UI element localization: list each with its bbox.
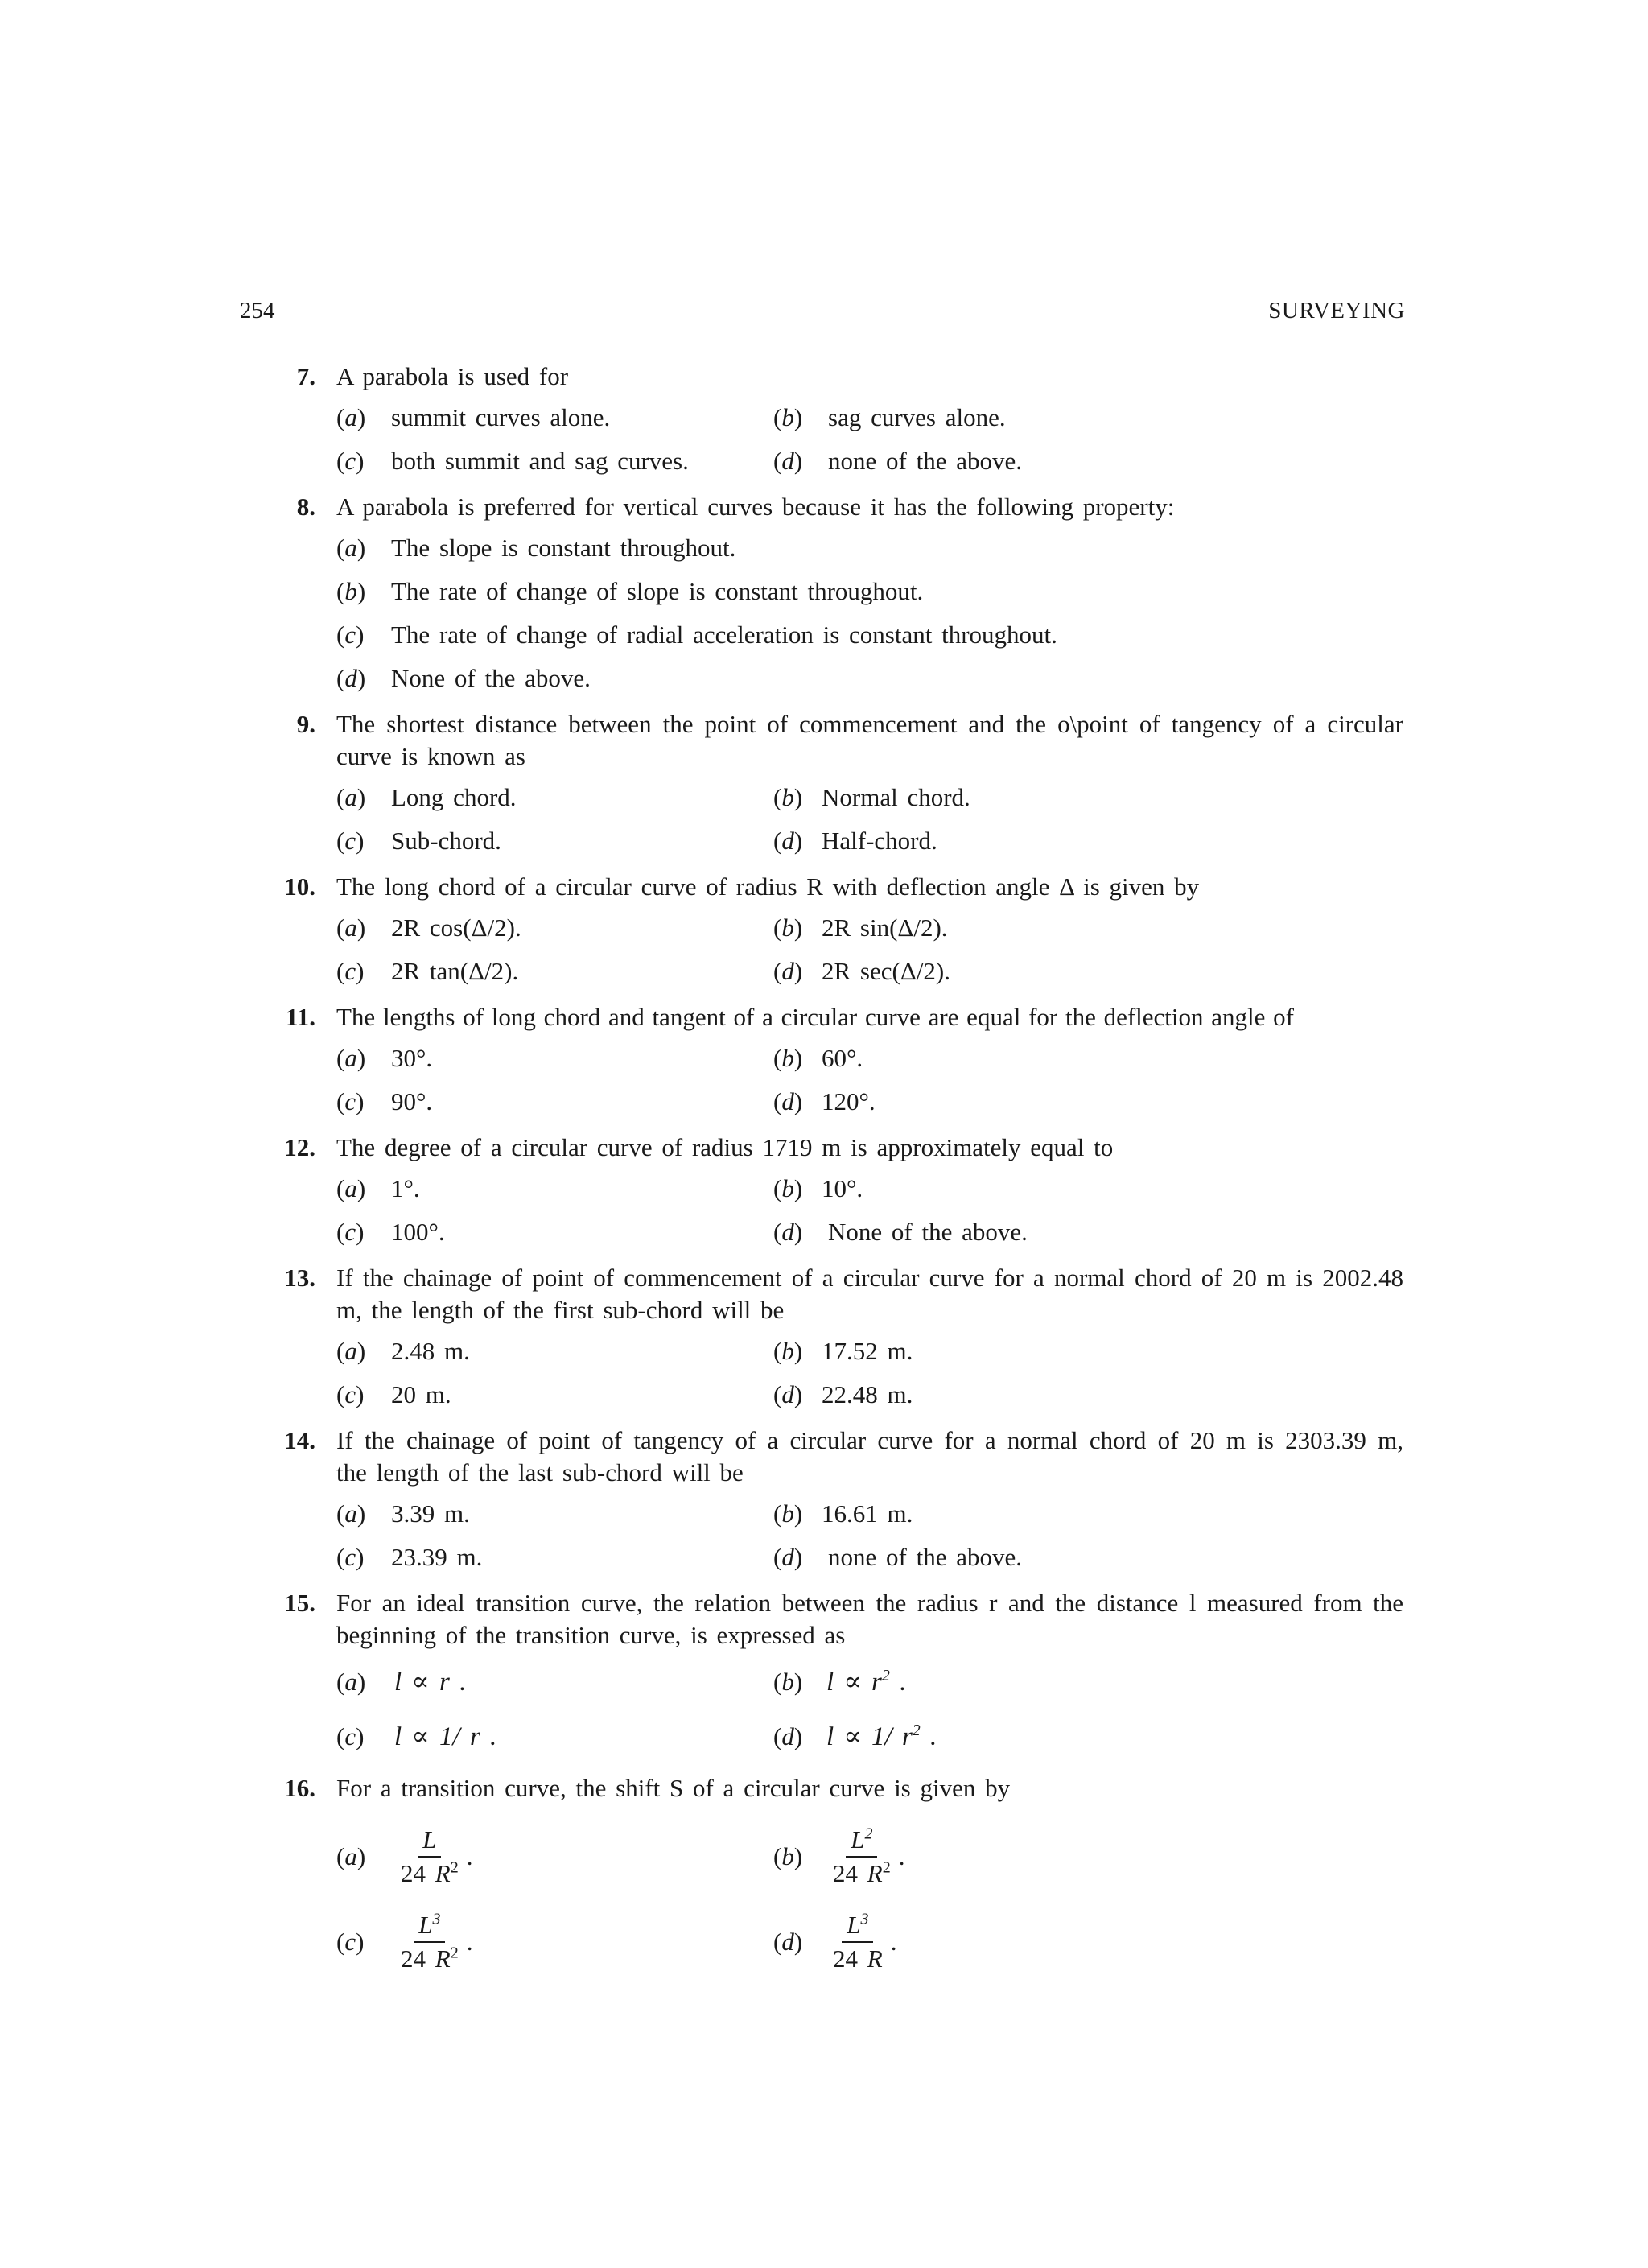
- option-text: 20 m.: [391, 1380, 451, 1408]
- question-number: 12.: [284, 1133, 315, 1161]
- option-b[interactable]: [773, 1655, 1403, 1709]
- option-d[interactable]: [336, 657, 1403, 700]
- option-label: (d): [773, 827, 803, 855]
- option-text: 60°.: [822, 1044, 863, 1072]
- question-12: [0, 1124, 1648, 1254]
- option-label: (a): [336, 1174, 366, 1202]
- options: [336, 776, 1403, 863]
- option-a[interactable]: [336, 1655, 773, 1709]
- option-label: (c): [336, 621, 365, 649]
- question-text: The shortest distance between the point of commencement and the o\point of tangency of a circular curve is known as: [336, 710, 1403, 770]
- question-number: 8.: [296, 493, 315, 521]
- option-a[interactable]: [336, 776, 773, 819]
- option-text: Sub-chord.: [391, 827, 501, 855]
- numerator: $L^3$: [842, 1911, 873, 1943]
- option-label: (a): [336, 1044, 366, 1072]
- question-7: [0, 353, 1648, 483]
- fraction: [396, 1825, 464, 1888]
- options: [336, 1655, 1403, 1764]
- option-a[interactable]: [336, 1492, 773, 1536]
- options: [336, 1330, 1403, 1416]
- option-b[interactable]: [773, 776, 1403, 819]
- option-d[interactable]: [773, 1536, 1403, 1579]
- period: .: [466, 1842, 473, 1870]
- option-text: both summit and sag curves.: [391, 447, 689, 475]
- option-text: 30°.: [391, 1044, 433, 1072]
- period: .: [898, 1842, 905, 1870]
- option-a[interactable]: [336, 1037, 773, 1080]
- option-c[interactable]: [336, 1709, 773, 1764]
- question-number: 14.: [284, 1426, 315, 1454]
- denominator: 24 R: [833, 1944, 883, 1973]
- option-label: (b): [773, 403, 803, 431]
- question-16: [0, 1764, 1648, 1985]
- option-label: (d): [773, 957, 803, 985]
- option-label: (c): [336, 1928, 365, 1956]
- option-label: (a): [336, 1668, 366, 1696]
- option-label: (c): [336, 1218, 365, 1246]
- option-label: (b): [773, 1668, 803, 1696]
- option-b[interactable]: [336, 570, 1403, 613]
- option-text: 90°.: [391, 1087, 433, 1115]
- option-c[interactable]: [336, 439, 773, 483]
- option-text: 22.48 m.: [822, 1380, 913, 1408]
- option-label: (b): [773, 783, 803, 811]
- option-d[interactable]: [773, 1080, 1403, 1124]
- option-text: 16.61 m.: [822, 1499, 913, 1528]
- option-label: (b): [773, 1842, 803, 1870]
- option-text: Half-chord.: [822, 827, 937, 855]
- option-b[interactable]: [773, 396, 1403, 439]
- option-b[interactable]: [773, 1037, 1403, 1080]
- question-number: 11.: [285, 1003, 315, 1031]
- question-number: 9.: [296, 710, 315, 738]
- question-text: The lengths of long chord and tangent of a circular curve are equal for the deflection angle of: [336, 1003, 1294, 1031]
- options: [336, 1037, 1403, 1124]
- option-label: (b): [773, 1174, 803, 1202]
- option-text: none of the above.: [828, 447, 1022, 475]
- option-c[interactable]: [336, 1210, 773, 1254]
- option-b[interactable]: [773, 906, 1403, 950]
- option-d[interactable]: [773, 819, 1403, 863]
- period: .: [890, 1928, 897, 1956]
- option-text: The slope is constant throughout.: [391, 534, 736, 562]
- question-text: For a transition curve, the shift S of a circular curve is given by: [336, 1774, 1011, 1802]
- option-a[interactable]: [336, 1814, 773, 1899]
- option-label: (b): [773, 1337, 803, 1365]
- option-a[interactable]: [336, 396, 773, 439]
- denominator: 24 $R^2$: [401, 1858, 459, 1887]
- option-c[interactable]: [336, 1899, 773, 1985]
- option-text: Normal chord.: [822, 783, 970, 811]
- option-d[interactable]: [773, 1210, 1403, 1254]
- option-text: 1°.: [391, 1174, 420, 1202]
- period: .: [466, 1928, 473, 1956]
- option-text: Long chord.: [391, 783, 517, 811]
- option-text: 2R sin(Δ/2).: [822, 913, 948, 942]
- option-text: 23.39 m.: [391, 1543, 483, 1571]
- option-text: 3.39 m.: [391, 1499, 470, 1528]
- option-label: (b): [773, 1499, 803, 1528]
- option-label: (b): [336, 577, 366, 605]
- option-c[interactable]: [336, 1080, 773, 1124]
- option-d[interactable]: [773, 439, 1403, 483]
- option-text: 120°.: [822, 1087, 876, 1115]
- question-13: [0, 1254, 1648, 1416]
- fraction: [396, 1911, 464, 1973]
- question-number: 16.: [284, 1774, 315, 1802]
- option-label: (c): [336, 1543, 365, 1571]
- option-label: (a): [336, 403, 366, 431]
- option-label: (b): [773, 913, 803, 942]
- option-text: The rate of change of slope is constant throughout.: [391, 577, 924, 605]
- denominator: 24 $R^2$: [401, 1944, 459, 1973]
- option-a[interactable]: [336, 906, 773, 950]
- option-label: (c): [336, 1722, 365, 1750]
- question-text: A parabola is preferred for vertical curves because it has the following property:: [336, 493, 1175, 521]
- option-label: (c): [336, 447, 365, 475]
- options: [336, 1492, 1403, 1579]
- question-number: 15.: [284, 1589, 315, 1617]
- option-label: (d): [773, 1218, 803, 1246]
- question-text: The degree of a circular curve of radius 1719 m is approximately equal to: [336, 1133, 1114, 1161]
- option-label: (d): [336, 664, 366, 692]
- option-label: (a): [336, 1842, 366, 1870]
- option-text: The rate of change of radial acceleration is constant throughout.: [391, 621, 1057, 649]
- option-formula: l ∝ 1/ $r^2$ .: [826, 1722, 937, 1751]
- page-header: [240, 298, 1405, 333]
- option-label: (a): [336, 1337, 366, 1365]
- option-label: (d): [773, 1380, 803, 1408]
- option-label: (d): [773, 1087, 803, 1115]
- options: [336, 1167, 1403, 1254]
- options: [336, 526, 1403, 700]
- question-number: 7.: [296, 362, 315, 390]
- option-label: (b): [773, 1044, 803, 1072]
- question-text: If the chainage of point of commencement of a circular curve for a normal chord of 20 m is 2002.48 m, the length of the first sub-chord will be: [336, 1264, 1403, 1324]
- question-14: [0, 1416, 1648, 1579]
- option-label: (d): [773, 1543, 803, 1571]
- question-15: [0, 1579, 1648, 1764]
- option-formula: $l \propto r^2$ .: [826, 1667, 907, 1697]
- question-text: For an ideal transition curve, the relation between the radius r and the distance l measured from the beginning of the transition curve, is expressed as: [336, 1589, 1403, 1649]
- option-label: (c): [336, 827, 365, 855]
- option-text: sag curves alone.: [828, 403, 1006, 431]
- option-label: (d): [773, 1722, 803, 1750]
- option-text: None of the above.: [391, 664, 591, 692]
- option-a[interactable]: [336, 526, 1403, 570]
- option-text: 2R sec(Δ/2).: [822, 957, 950, 985]
- option-text: none of the above.: [828, 1543, 1022, 1571]
- option-text: 2.48 m.: [391, 1337, 470, 1365]
- numerator: $L^2$: [846, 1825, 877, 1858]
- options: [336, 1814, 1403, 1985]
- option-label: (c): [336, 957, 365, 985]
- running-head: SURVEYING: [1268, 298, 1405, 324]
- fraction: [828, 1911, 888, 1973]
- question-number: 10.: [284, 872, 315, 901]
- option-c[interactable]: [336, 1373, 773, 1416]
- option-b[interactable]: [773, 1492, 1403, 1536]
- option-label: (a): [336, 783, 366, 811]
- option-c[interactable]: [336, 819, 773, 863]
- fraction: [828, 1825, 896, 1888]
- option-text: summit curves alone.: [391, 403, 611, 431]
- question-list: [0, 353, 1648, 1985]
- option-b[interactable]: [773, 1814, 1403, 1899]
- option-c[interactable]: [336, 1536, 773, 1579]
- option-label: (a): [336, 1499, 366, 1528]
- question-number: 13.: [284, 1264, 315, 1292]
- option-a[interactable]: [336, 1330, 773, 1373]
- option-formula: l ∝ 1/ r .: [394, 1722, 497, 1751]
- option-d[interactable]: [773, 950, 1403, 993]
- option-text: 2R cos(Δ/2).: [391, 913, 521, 942]
- question-10: [0, 863, 1648, 993]
- question-text: A parabola is used for: [336, 362, 569, 390]
- option-label: (a): [336, 913, 366, 942]
- options: [336, 396, 1403, 483]
- option-c[interactable]: [336, 613, 1403, 657]
- option-c[interactable]: [336, 950, 773, 993]
- question-9: [0, 700, 1648, 863]
- question-text: The long chord of a circular curve of radius R with deflection angle Δ is given by: [336, 872, 1200, 901]
- option-text: 17.52 m.: [822, 1337, 913, 1365]
- option-text: 10°.: [822, 1174, 863, 1202]
- option-label: (a): [336, 534, 366, 562]
- options: [336, 906, 1403, 993]
- option-b[interactable]: [773, 1167, 1403, 1210]
- option-d[interactable]: [773, 1709, 1403, 1764]
- numerator: L: [418, 1825, 441, 1858]
- question-text: If the chainage of point of tangency of a circular curve for a normal chord of 20 m is 2303.39 m, the length of the last sub-chord will be: [336, 1426, 1403, 1487]
- option-b[interactable]: [773, 1330, 1403, 1373]
- option-label: (d): [773, 1928, 803, 1956]
- option-label: (c): [336, 1087, 365, 1115]
- option-text: 100°.: [391, 1218, 445, 1246]
- denominator: 24 $R^2$: [833, 1858, 891, 1887]
- numerator: $L^3$: [414, 1911, 445, 1943]
- question-11: [0, 993, 1648, 1124]
- option-label: (c): [336, 1380, 365, 1408]
- option-a[interactable]: [336, 1167, 773, 1210]
- option-d[interactable]: [773, 1373, 1403, 1416]
- question-8: [0, 483, 1648, 700]
- option-label: (d): [773, 447, 803, 475]
- option-text: 2R tan(Δ/2).: [391, 957, 519, 985]
- page-number: 254: [240, 298, 275, 324]
- option-formula: l ∝ r .: [394, 1668, 467, 1697]
- option-d[interactable]: [773, 1899, 1403, 1985]
- option-text: None of the above.: [828, 1218, 1028, 1246]
